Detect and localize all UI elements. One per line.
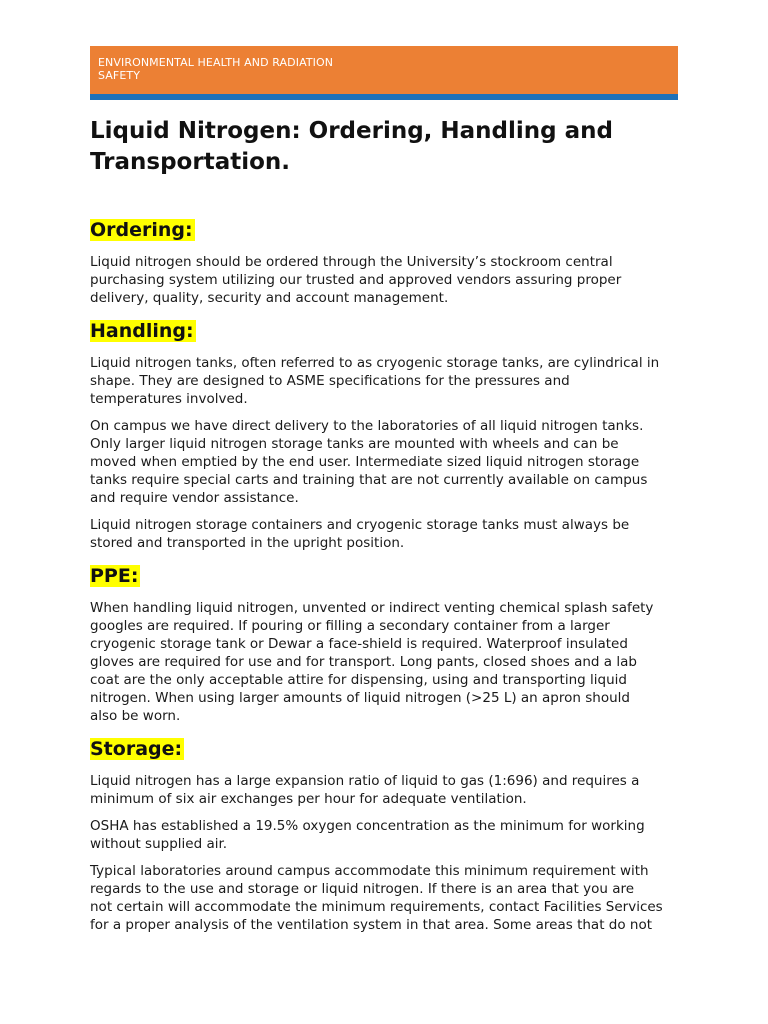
text-line: for a proper analysis of the ventilation system in that area. Some areas that do not	[90, 917, 653, 933]
header-underline	[90, 94, 678, 100]
paragraph	[90, 817, 690, 853]
section-heading-handling	[90, 319, 690, 343]
text-line: nitrogen. When using larger amounts of liquid nitrogen (>25 L) an apron should	[90, 690, 630, 706]
text-line: cryogenic storage tank or Dewar a face-shield is required. Waterproof insulated	[90, 636, 628, 652]
text-line: gloves are required for use and for transport. Long pants, closed shoes and a lab	[90, 654, 637, 670]
paragraph	[90, 599, 690, 725]
text-line: Liquid nitrogen has a large expansion ratio of liquid to gas (1:696) and requires a	[90, 773, 640, 789]
text-line: minimum of six air exchanges per hour for adequate ventilation.	[90, 791, 527, 807]
department-name-line-2: SAFETY	[98, 69, 141, 82]
paragraph	[90, 354, 690, 408]
department-name-line-1: ENVIRONMENTAL HEALTH AND RADIATION	[98, 56, 334, 69]
paragraph	[90, 862, 690, 934]
text-line: regards to the use and storage or liquid nitrogen. If there is an area that you are	[90, 881, 635, 897]
highlighted-heading: PPE:	[90, 565, 139, 587]
section-heading-ordering	[90, 218, 690, 242]
text-line: moved when emptied by the end user. Intermediate sized liquid nitrogen storage	[90, 454, 640, 470]
text-line: shape. They are designed to ASME specifications for the pressures and	[90, 373, 570, 389]
text-line: purchasing system utilizing our trusted and approved vendors assuring proper	[90, 272, 622, 288]
text-line: without supplied air.	[90, 836, 228, 852]
section-heading-ppe	[90, 564, 690, 588]
text-line: also be worn.	[90, 708, 181, 724]
text-line: stored and transported in the upright position.	[90, 535, 405, 551]
section-heading-storage	[90, 737, 690, 761]
paragraph	[90, 253, 690, 307]
text-line: and require vendor assistance.	[90, 490, 299, 506]
text-line: When handling liquid nitrogen, unvented or indirect venting chemical splash safety	[90, 600, 654, 616]
department-name	[98, 56, 358, 82]
text-line: Typical laboratories around campus accommodate this minimum requirement with	[90, 863, 649, 879]
document-title-line-2: Transportation.	[90, 149, 291, 175]
text-line: Liquid nitrogen should be ordered through the University’s stockroom central	[90, 254, 613, 270]
text-line: Liquid nitrogen storage containers and cryogenic storage tanks must always be	[90, 517, 630, 533]
text-line: On campus we have direct delivery to the laboratories of all liquid nitrogen tanks.	[90, 418, 644, 434]
document-title-line-1: Liquid Nitrogen: Ordering, Handling and	[90, 118, 613, 144]
text-line: Liquid nitrogen tanks, often referred to as cryogenic storage tanks, are cylindrical in	[90, 355, 660, 371]
highlighted-heading: Ordering:	[90, 219, 193, 241]
paragraph	[90, 772, 690, 808]
text-line: temperatures involved.	[90, 391, 248, 407]
text-line: delivery, quality, security and account management.	[90, 290, 449, 306]
text-line: tanks require special carts and training that are not currently available on campus	[90, 472, 648, 488]
text-line: coat are the only acceptable attire for dispensing, using and transporting liquid	[90, 672, 627, 688]
text-line: not certain will accommodate the minimum requirements, contact Facilities Services	[90, 899, 663, 915]
text-line: Only larger liquid nitrogen storage tanks are mounted with wheels and can be	[90, 436, 619, 452]
document-body	[90, 218, 690, 934]
paragraph	[90, 417, 690, 507]
highlighted-heading: Handling:	[90, 320, 194, 342]
text-line: OSHA has established a 19.5% oxygen concentration as the minimum for working	[90, 818, 645, 834]
highlighted-heading: Storage:	[90, 738, 183, 760]
paragraph	[90, 516, 690, 552]
document-title	[90, 116, 690, 178]
text-line: googles are required. If pouring or filling a secondary container from a larger	[90, 618, 610, 634]
